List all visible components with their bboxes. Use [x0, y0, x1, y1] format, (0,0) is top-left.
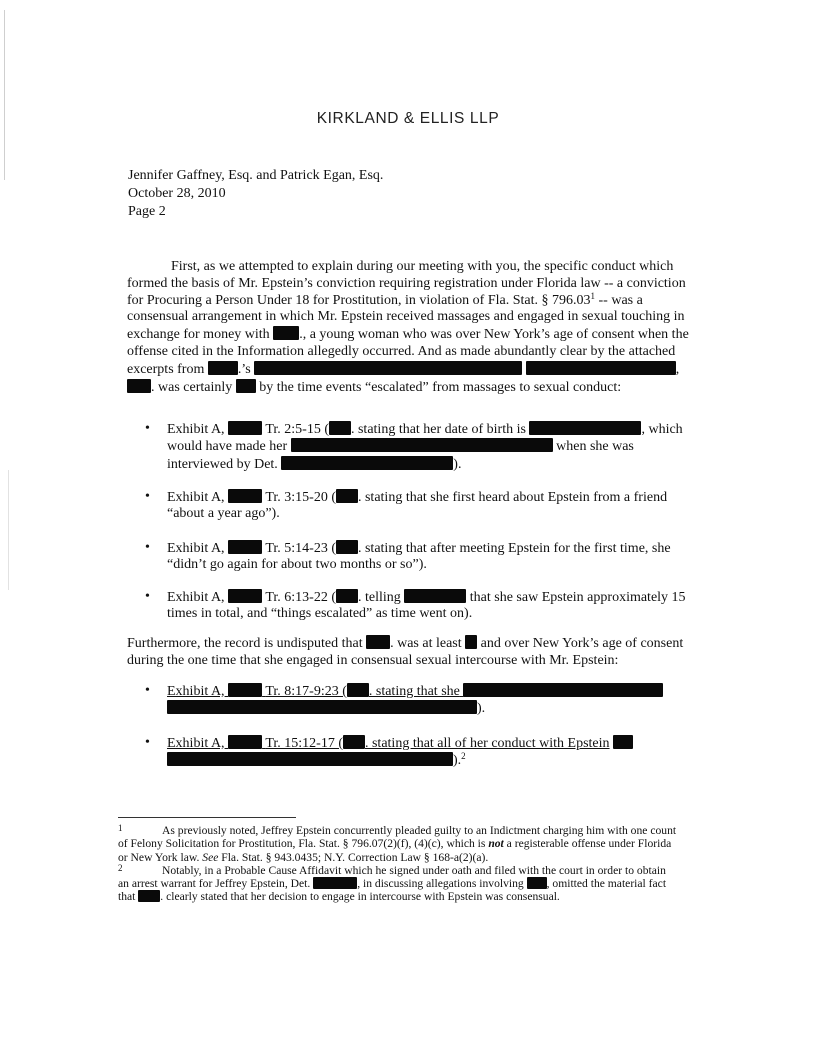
text-run: . was certainly — [151, 379, 233, 395]
exhibit-bullet-list — [145, 489, 700, 523]
text-run: ). — [453, 456, 462, 472]
footnotes — [118, 824, 678, 904]
text-run: ). — [453, 753, 462, 769]
text-run: , which would have made her — [167, 422, 683, 455]
text-run: . stating that all of her conduct with Epstein — [364, 736, 610, 751]
footnote-number: 1 — [118, 823, 123, 833]
redaction-block — [291, 438, 553, 452]
letter-header — [128, 167, 383, 221]
exhibit-bullet — [145, 489, 700, 523]
redaction-block — [336, 489, 358, 503]
redaction-block — [228, 683, 262, 697]
footnote-2 — [118, 864, 678, 904]
text-run: , — [675, 361, 680, 377]
text-run: Tr. 8:17-9:23 ( — [265, 684, 347, 699]
letterhead-firm-name: KIRKLAND & ELLIS LLP — [316, 110, 500, 127]
text-run: , in discussing allegations involving — [357, 877, 524, 891]
footnote-ref-1: 1 — [590, 290, 596, 301]
exhibit-bullet — [145, 735, 700, 770]
text-run: Furthermore, the record is undisputed that — [127, 636, 363, 651]
redaction-block — [463, 683, 663, 697]
redaction-block — [228, 421, 262, 435]
exhibit-bullet — [145, 589, 700, 623]
redaction-block — [228, 489, 262, 503]
redaction-block — [336, 589, 358, 603]
letter-date: October 28, 2010 — [128, 186, 226, 201]
text-run: Tr. 6:13-22 ( — [265, 590, 336, 605]
redaction-block — [529, 421, 641, 435]
text-run: Exhibit A, — [167, 490, 225, 505]
text-run: . telling — [357, 590, 401, 605]
exhibit-bullet-list — [145, 589, 700, 623]
text-run: Exhibit A, — [167, 684, 225, 699]
text-run: by the time events “escalated” from massages to sexual conduct: — [259, 379, 622, 395]
text-run: . stating that her date of birth is — [350, 422, 526, 437]
text-run: , omitted the material fact that — [118, 877, 667, 904]
citation-signal: See — [202, 850, 219, 864]
text-run: and over New York’s age of consent during the one time that she engaged in consensual sexual intercourse with Mr. Epstein: — [127, 636, 684, 668]
recipients-line: Jennifer Gaffney, Esq. and Patrick Egan, Esq. — [128, 168, 384, 183]
text-run: . clearly stated that her decision to engage in intercourse with Epstein was consensual. — [160, 890, 560, 904]
redaction-block — [313, 877, 357, 889]
text-run: . stating that she first heard about Epstein from a friend “about a year ago”). — [167, 490, 668, 522]
exhibit-bullet — [145, 421, 700, 473]
footnote-divider — [118, 817, 296, 818]
redaction-block — [281, 456, 453, 470]
text-run: .’s — [237, 361, 251, 377]
redaction-block — [404, 589, 466, 603]
text-run: -- was a consensual arrangement in which Mr. Epstein received massages and engaged in sexual touching in exchange for money with — [127, 292, 685, 343]
exhibit-bullet-list — [145, 421, 700, 473]
text-run: Fla. Stat. § 943.0435; N.Y. Correction Law § 168-a(2)(a). — [218, 850, 489, 864]
text-run: ., a young woman who was over New York’s age of consent when the offense cited in the Information allegedly occurred. And as made abundantly clear by the attached excerpts from — [127, 327, 689, 377]
redaction-block — [236, 379, 256, 393]
redaction-block — [228, 589, 262, 603]
redaction-block — [127, 379, 151, 393]
footnote-1 — [118, 824, 678, 864]
text-run: Exhibit A, — [167, 736, 225, 751]
redaction-block — [228, 540, 262, 554]
redaction-block — [167, 752, 453, 766]
exhibit-bullet-list — [145, 540, 700, 574]
text-run: ). — [477, 701, 486, 717]
redaction-block — [347, 683, 369, 697]
text-run: Exhibit A, — [167, 422, 225, 437]
redaction-block — [336, 540, 358, 554]
redaction-block — [254, 361, 522, 375]
redaction-block — [366, 635, 390, 649]
text-run: Tr. 15:12-17 ( — [265, 736, 343, 751]
text-run: when she was interviewed by Det. — [167, 439, 634, 472]
text-run: As previously noted, Jeffrey Epstein concurrently pleaded guilty to an Indictment charging him with one count of Felony Solicitation for Prostitution, Fla. Stat. § 796.07(2)(f), (4)(c), which is — [118, 824, 677, 851]
paragraph-second — [127, 635, 695, 670]
redaction-block — [343, 735, 365, 749]
paragraph-first — [127, 259, 695, 396]
text-run: Tr. 5:14-23 ( — [265, 541, 336, 556]
exhibit-bullet — [145, 540, 700, 574]
redaction-block — [613, 735, 633, 749]
text-run: . was at least — [390, 636, 462, 651]
text-run: . stating that after meeting Epstein for the first time, she “didn’t go again for about two months or so”). — [167, 541, 671, 573]
text-run: Tr. 2:5-15 ( — [265, 422, 329, 437]
exhibit-bullet — [145, 683, 700, 718]
text-run: Notably, in a Probable Cause Affidavit which he signed under oath and filed with the court in order to obtain an arrest warrant for Jeffrey Epstein, Det. — [118, 863, 666, 891]
text-run: Exhibit A, — [167, 541, 225, 556]
scan-edge-mark — [4, 10, 5, 180]
page-number: Page 2 — [128, 204, 166, 219]
redaction-block — [138, 890, 160, 902]
exhibit-bullet-list — [145, 735, 700, 770]
exhibit-bullet-list — [145, 683, 700, 718]
scan-edge-mark — [8, 470, 9, 590]
redaction-block — [228, 735, 262, 749]
text-run: Tr. 3:15-20 ( — [265, 490, 336, 505]
text-run: First, as we attempted to explain during our meeting with you, the specific conduct which formed the basis of Mr. Epstein’s conviction requiring registration under Florida law -- a conviction for Procuring a Person Under 18 for Prostitution, in violation of Fla. Stat. § 796.03 — [127, 259, 686, 308]
text-run: that she saw Epstein approximately 15 times in total, and “things escalated” as time went on). — [167, 590, 686, 622]
text-run: . stating that she — [368, 684, 460, 699]
text-run: Exhibit A, — [167, 590, 225, 605]
text-run: a registerable offense under Florida or New York law. — [118, 837, 672, 864]
redaction-block — [208, 361, 238, 375]
footnote-ref-2: 2 — [461, 751, 466, 762]
redaction-block — [527, 877, 547, 889]
redaction-block — [167, 700, 477, 714]
footnote-number: 2 — [118, 862, 123, 873]
redaction-block — [465, 635, 477, 649]
redaction-block — [273, 326, 299, 340]
redaction-block — [329, 421, 351, 435]
emphasis: not — [488, 837, 504, 851]
redaction-block — [526, 361, 676, 375]
